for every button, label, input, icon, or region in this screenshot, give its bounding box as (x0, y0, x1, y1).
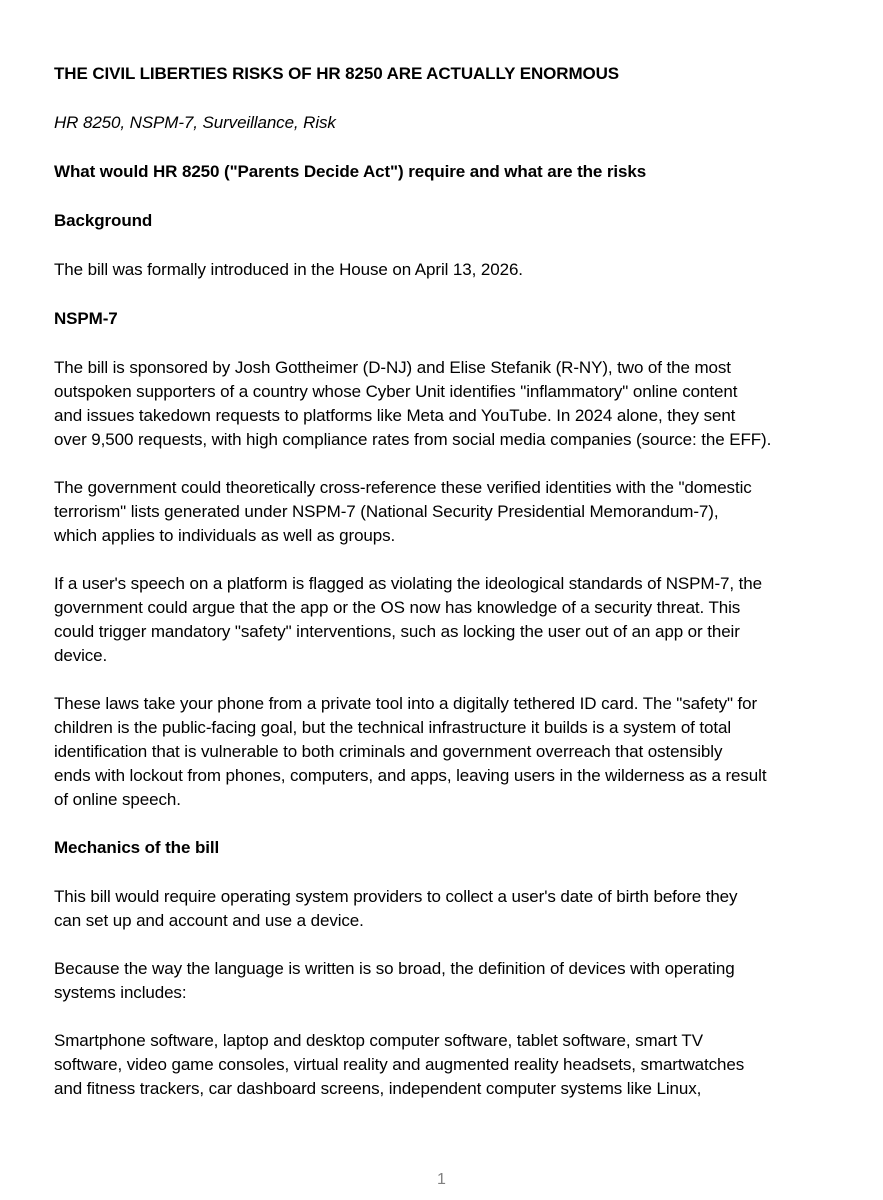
mechanics-paragraph-3 (54, 1029, 844, 1101)
background-paragraph: The bill was formally introduced in the House on April 13, 2026. (54, 260, 523, 279)
paragraph-line: device. (54, 646, 108, 665)
paragraph-line: over 9,500 requests, with high compliance rates from social media companies (source: the EFF). (54, 430, 772, 449)
nspm-paragraph-3 (54, 572, 844, 668)
paragraph-line: outspoken supporters of a country whose Cyber Unit identifies "inflammatory" online content (54, 382, 738, 401)
page-number: 1 (437, 1171, 446, 1188)
paragraph-line: If a user's speech on a platform is flagged as violating the ideological standards of NSPM-7, the (54, 574, 762, 593)
nspm-paragraph-4 (54, 692, 844, 812)
paragraph-line: software, video game consoles, virtual reality and augmented reality headsets, smartwatches (54, 1055, 745, 1074)
paragraph-line: could trigger mandatory "safety" interventions, such as locking the user out of an app or their (54, 622, 740, 641)
document-page (54, 62, 844, 1101)
paragraph-line: This bill would require operating system providers to collect a user's date of birth before they (54, 887, 738, 906)
paragraph-line: identification that is vulnerable to both criminals and government overreach that ostensibly (54, 742, 723, 761)
paragraph-line: The bill is sponsored by Josh Gottheimer (D-NJ) and Elise Stefanik (R-NY), two of the most (54, 358, 731, 377)
paragraph-line: government could argue that the app or the OS now has knowledge of a security threat. This (54, 598, 741, 617)
paragraph-line: children is the public-facing goal, but the technical infrastructure it builds is a system of total (54, 718, 732, 737)
mechanics-paragraph-2 (54, 957, 844, 1005)
nspm-paragraph-2 (54, 476, 844, 548)
paragraph-line: of online speech. (54, 790, 181, 809)
paragraph-line: and issues takedown requests to platforms like Meta and YouTube. In 2024 alone, they sent (54, 406, 736, 425)
paragraph-line: Smartphone software, laptop and desktop computer software, tablet software, smart TV (54, 1031, 703, 1050)
paragraph-line: can set up and account and use a device. (54, 911, 364, 930)
paragraph-line: The government could theoretically cross-reference these verified identities with the "domestic (54, 478, 752, 497)
nspm-paragraph-1 (54, 356, 844, 452)
paragraph-line: systems includes: (54, 983, 187, 1002)
document-title: THE CIVIL LIBERTIES RISKS OF HR 8250 ARE ACTUALLY ENORMOUS (54, 64, 620, 83)
nspm-heading: NSPM-7 (54, 309, 118, 328)
paragraph-line: ends with lockout from phones, computers, and apps, leaving users in the wilderness as a result (54, 766, 767, 785)
background-heading: Background (54, 211, 153, 230)
paragraph-line: These laws take your phone from a private tool into a digitally tethered ID card. The "safety" for (54, 694, 758, 713)
paragraph-line: terrorism" lists generated under NSPM-7 (National Security Presidential Memorandum-7), (54, 502, 719, 521)
mechanics-heading: Mechanics of the bill (54, 838, 220, 857)
paragraph-line: which applies to individuals as well as groups. (54, 526, 396, 545)
paragraph-line: Because the way the language is written is so broad, the definition of devices with operating (54, 959, 735, 978)
document-tags: HR 8250, NSPM-7, Surveillance, Risk (54, 113, 336, 132)
mechanics-paragraph-1 (54, 885, 844, 933)
document-subtitle: What would HR 8250 ("Parents Decide Act") require and what are the risks (54, 162, 647, 181)
paragraph-line: and fitness trackers, car dashboard screens, independent computer systems like Linux, (54, 1079, 702, 1098)
